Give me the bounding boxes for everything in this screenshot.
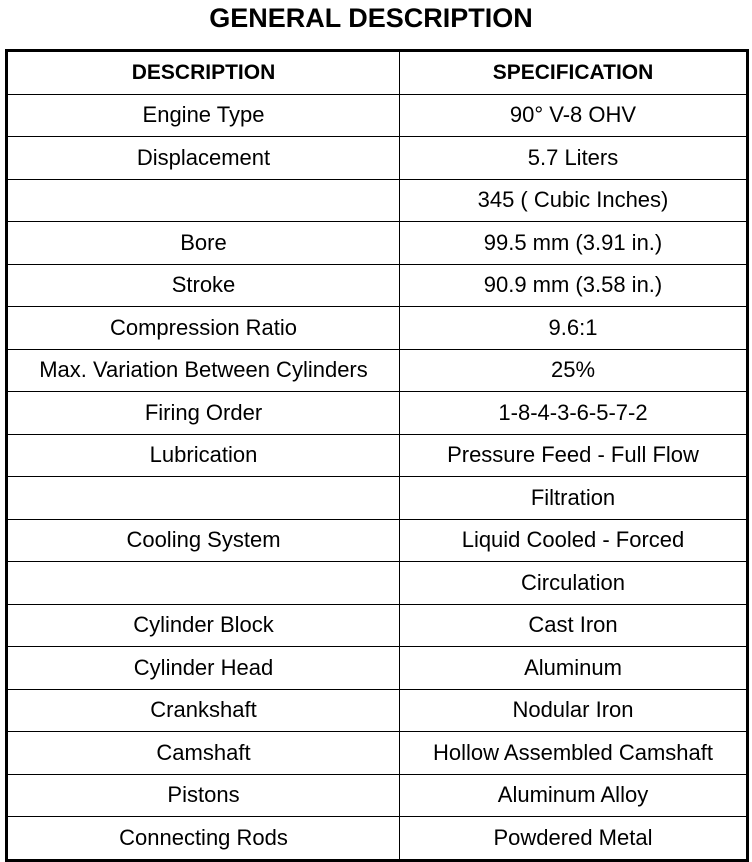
specification-cell: 90.9 mm (3.58 in.) bbox=[400, 264, 748, 307]
table-row bbox=[7, 647, 748, 690]
description-cell: Lubrication bbox=[7, 434, 400, 477]
description-cell: Bore bbox=[7, 222, 400, 265]
description-cell: Camshaft bbox=[7, 732, 400, 775]
column-header-description: DESCRIPTION bbox=[7, 51, 400, 95]
description-cell: Engine Type bbox=[7, 94, 400, 137]
description-cell bbox=[7, 179, 400, 222]
specification-cell: 99.5 mm (3.91 in.) bbox=[400, 222, 748, 265]
table-row bbox=[7, 434, 748, 477]
description-cell: Cylinder Head bbox=[7, 647, 400, 690]
description-cell: Stroke bbox=[7, 264, 400, 307]
table-row bbox=[7, 264, 748, 307]
specification-cell: 5.7 Liters bbox=[400, 137, 748, 180]
specification-cell: Cast Iron bbox=[400, 604, 748, 647]
specification-cell: 345 ( Cubic Inches) bbox=[400, 179, 748, 222]
table-row bbox=[7, 604, 748, 647]
description-cell bbox=[7, 562, 400, 605]
table-row bbox=[7, 732, 748, 775]
specification-cell: Circulation bbox=[400, 562, 748, 605]
table-row bbox=[7, 222, 748, 265]
description-cell: Cylinder Block bbox=[7, 604, 400, 647]
specification-cell: Powdered Metal bbox=[400, 817, 748, 861]
specification-cell: Liquid Cooled - Forced bbox=[400, 519, 748, 562]
table-row bbox=[7, 477, 748, 520]
specification-cell: 9.6:1 bbox=[400, 307, 748, 350]
description-cell: Firing Order bbox=[7, 392, 400, 435]
table-row bbox=[7, 774, 748, 817]
description-cell: Max. Variation Between Cylinders bbox=[7, 349, 400, 392]
table-row bbox=[7, 392, 748, 435]
specification-cell: 1-8-4-3-6-5-7-2 bbox=[400, 392, 748, 435]
specification-cell: 25% bbox=[400, 349, 748, 392]
specification-cell: Filtration bbox=[400, 477, 748, 520]
table-row bbox=[7, 519, 748, 562]
column-header-specification: SPECIFICATION bbox=[400, 51, 748, 95]
table-row bbox=[7, 307, 748, 350]
specification-cell: Aluminum Alloy bbox=[400, 774, 748, 817]
description-cell: Displacement bbox=[7, 137, 400, 180]
specification-cell: Aluminum bbox=[400, 647, 748, 690]
specification-cell: Pressure Feed - Full Flow bbox=[400, 434, 748, 477]
specification-cell: 90° V-8 OHV bbox=[400, 94, 748, 137]
page-title: GENERAL DESCRIPTION bbox=[209, 3, 533, 33]
specification-cell: Nodular Iron bbox=[400, 689, 748, 732]
table-row bbox=[7, 179, 748, 222]
table-row bbox=[7, 817, 748, 861]
description-cell: Connecting Rods bbox=[7, 817, 400, 861]
table-header-row bbox=[7, 51, 748, 95]
table-row bbox=[7, 689, 748, 732]
description-cell bbox=[7, 477, 400, 520]
table-row bbox=[7, 562, 748, 605]
description-cell: Pistons bbox=[7, 774, 400, 817]
description-cell: Cooling System bbox=[7, 519, 400, 562]
table-row bbox=[7, 137, 748, 180]
table-row bbox=[7, 349, 748, 392]
description-cell: Compression Ratio bbox=[7, 307, 400, 350]
table-row bbox=[7, 94, 748, 137]
specification-table bbox=[5, 49, 749, 862]
description-cell: Crankshaft bbox=[7, 689, 400, 732]
specification-cell: Hollow Assembled Camshaft bbox=[400, 732, 748, 775]
